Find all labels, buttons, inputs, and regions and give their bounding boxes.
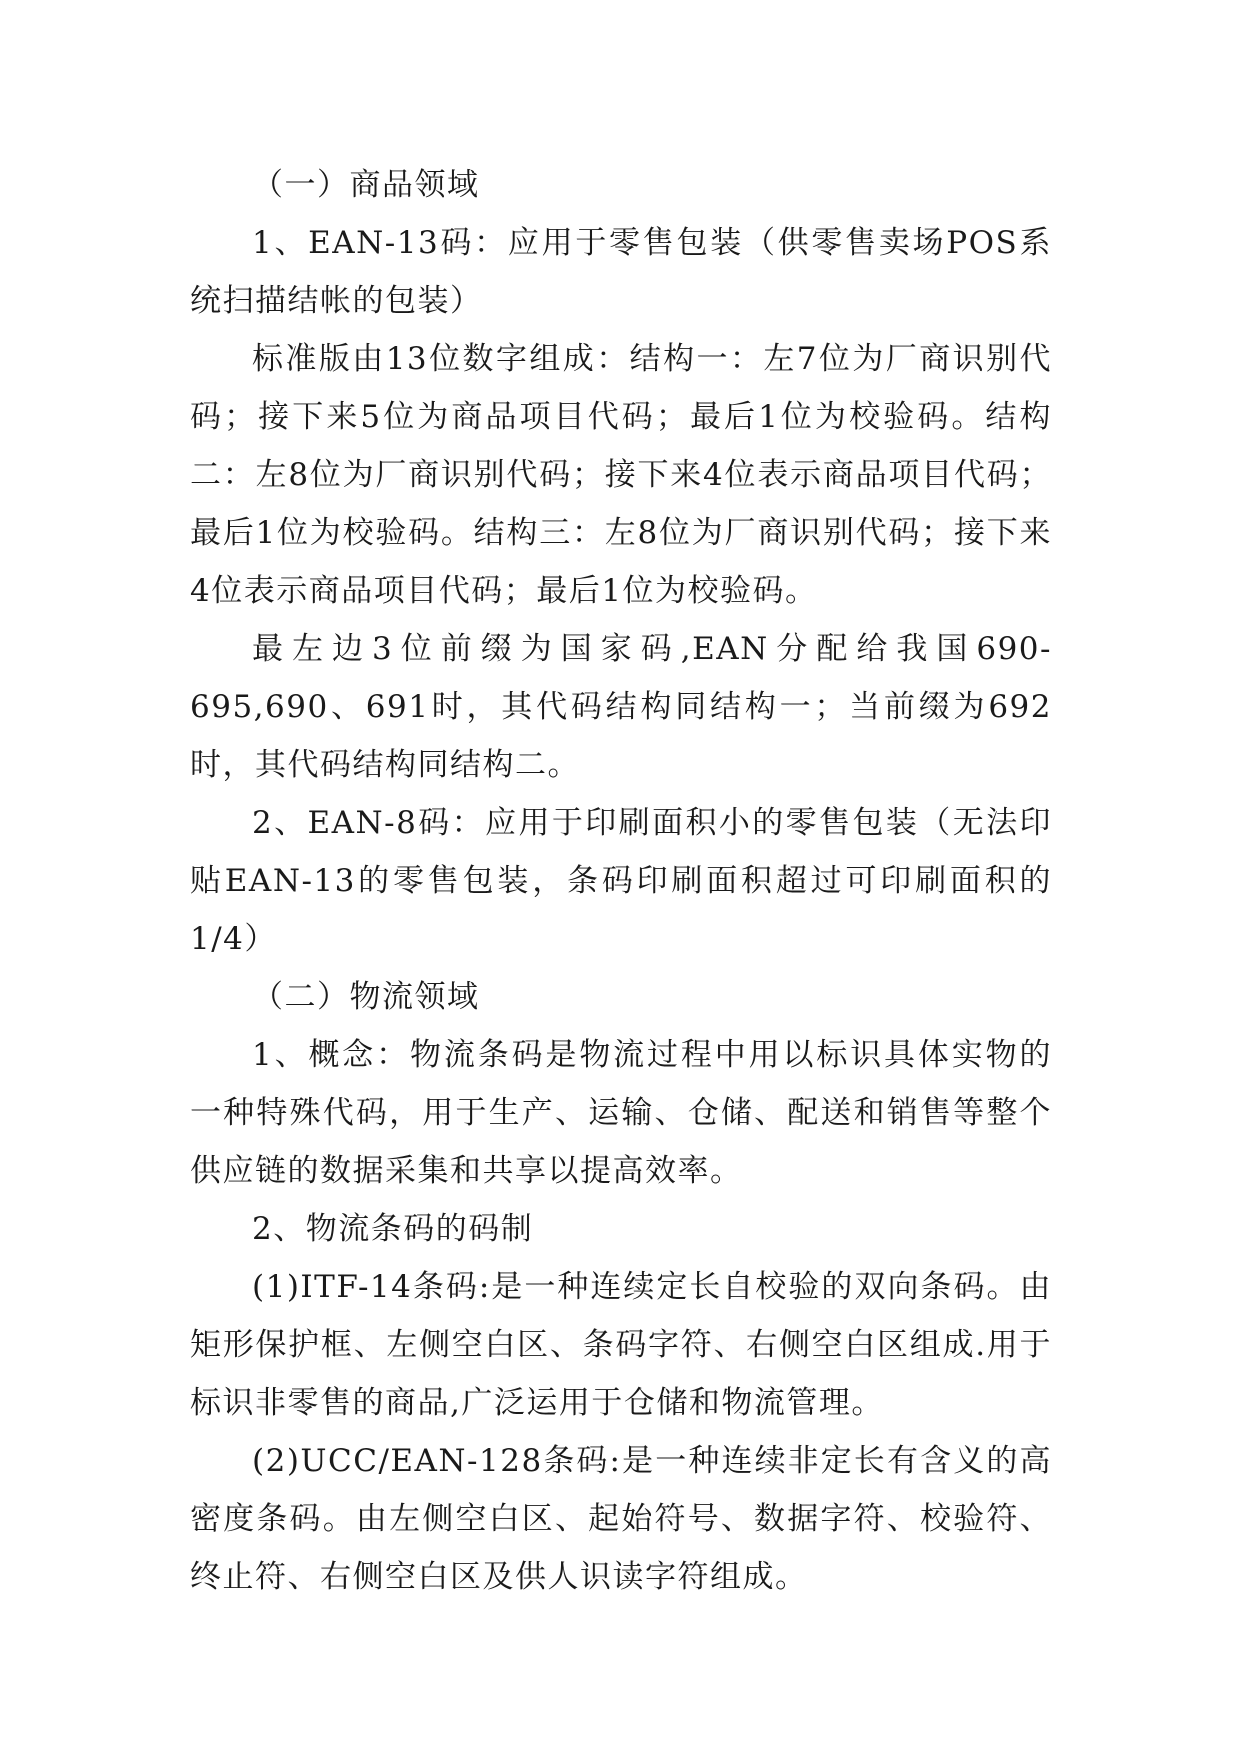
section-heading-commodity: （一）商品领域 xyxy=(252,167,480,203)
paragraph-standard-structure: 标准版由13位数字组成：结构一：左7位为厂商识别代码；接下来5位为商品项目代码；最后1位为校验码。结构二：左8位为厂商识别代码；接下来4位表示商品项目代码；最后1位为校验码。结构三：左8位为厂商识别代码；接下来4位表示商品项目代码；最后1位为校验码。 xyxy=(190,341,1052,609)
paragraph-ean13: 1、EAN-13码：应用于零售包装（供零售卖场POS系统扫描结帐的包装） xyxy=(190,225,1052,319)
document-body xyxy=(190,156,1052,1606)
paragraph-ean8: 2、EAN-8码：应用于印刷面积小的零售包装（无法印贴EAN-13的零售包装，条码印刷面积超过可印刷面积的1/4） xyxy=(190,805,1052,957)
paragraph-itf14: (1)ITF-14条码:是一种连续定长自校验的双向条码。由矩形保护框、左侧空白区、条码字符、右侧空白区组成.用于标识非零售的商品,广泛运用于仓储和物流管理。 xyxy=(190,1269,1052,1421)
paragraph-ucc-ean128: (2)UCC/EAN-128条码:是一种连续非定长有含义的高密度条码。由左侧空白区、起始符号、数据字符、校验符、终止符、右侧空白区及供人识读字符组成。 xyxy=(190,1443,1052,1595)
paragraph-logistics-symbology: 2、物流条码的码制 xyxy=(252,1211,534,1247)
section-heading-logistics: （二）物流领域 xyxy=(252,979,480,1015)
paragraph-logistics-concept: 1、概念：物流条码是物流过程中用以标识具体实物的一种特殊代码，用于生产、运输、仓储、配送和销售等整个供应链的数据采集和共享以提高效率。 xyxy=(190,1037,1052,1189)
paragraph-country-prefix: 最左边3位前缀为国家码,EAN分配给我国690-695,690、691时，其代码结构同结构一；当前缀为692时，其代码结构同结构二。 xyxy=(190,631,1052,783)
